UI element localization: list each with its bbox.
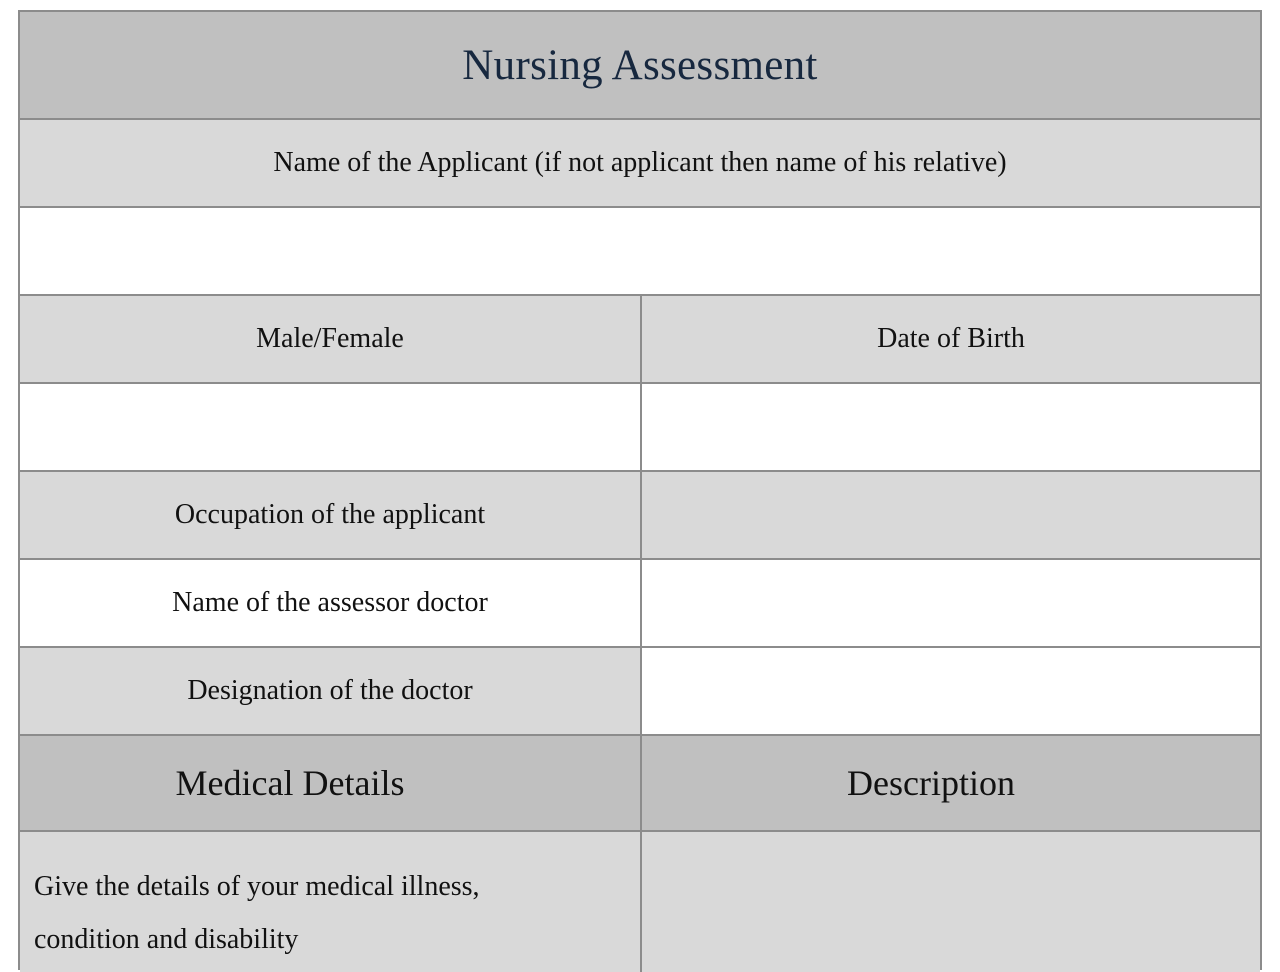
illness-question-cell — [20, 832, 642, 972]
medical-details-header-cell — [20, 736, 642, 830]
occupation-label: Occupation of the applicant — [174, 499, 486, 530]
illness-description-field[interactable] — [642, 832, 1260, 972]
assessor-label: Name of the assessor doctor — [172, 587, 488, 618]
applicant-name-field[interactable] — [20, 208, 1260, 294]
designation-label-cell — [20, 648, 642, 734]
illness-question-line-2: condition and disability — [34, 924, 299, 955]
assessor-label-cell — [20, 560, 642, 646]
applicant-name-label-row — [20, 120, 1260, 208]
illness-row — [20, 832, 1260, 972]
designation-label: Designation of the doctor — [187, 675, 473, 706]
assessor-row — [20, 560, 1260, 648]
gender-dob-input-row — [20, 384, 1260, 472]
dob-label-cell — [642, 296, 1260, 382]
illness-question-line-1: Give the details of your medical illness, — [34, 871, 480, 902]
designation-row — [20, 648, 1260, 736]
description-header: Description — [847, 763, 1015, 803]
title-cell — [20, 12, 1260, 118]
medical-details-header: Medical Details — [175, 763, 405, 803]
gender-dob-label-row — [20, 296, 1260, 384]
designation-field[interactable] — [642, 648, 1260, 734]
applicant-name-label: Name of the Applicant (if not applicant then name of his relative) — [273, 147, 1007, 178]
medical-section-header-row — [20, 736, 1260, 832]
dob-field[interactable] — [642, 384, 1260, 470]
illness-question — [34, 860, 480, 966]
description-header-cell — [642, 736, 1260, 830]
gender-label: Male/Female — [256, 323, 404, 354]
gender-label-cell — [20, 296, 642, 382]
occupation-label-cell — [20, 472, 642, 558]
applicant-name-label-cell — [20, 120, 1260, 206]
dob-label: Date of Birth — [877, 323, 1025, 354]
assessor-field[interactable] — [642, 560, 1260, 646]
title-row — [20, 12, 1260, 120]
occupation-field[interactable] — [642, 472, 1260, 558]
applicant-name-input-row — [20, 208, 1260, 296]
nursing-assessment-form — [18, 10, 1262, 970]
gender-field[interactable] — [20, 384, 642, 470]
occupation-row — [20, 472, 1260, 560]
form-title: Nursing Assessment — [462, 41, 818, 89]
